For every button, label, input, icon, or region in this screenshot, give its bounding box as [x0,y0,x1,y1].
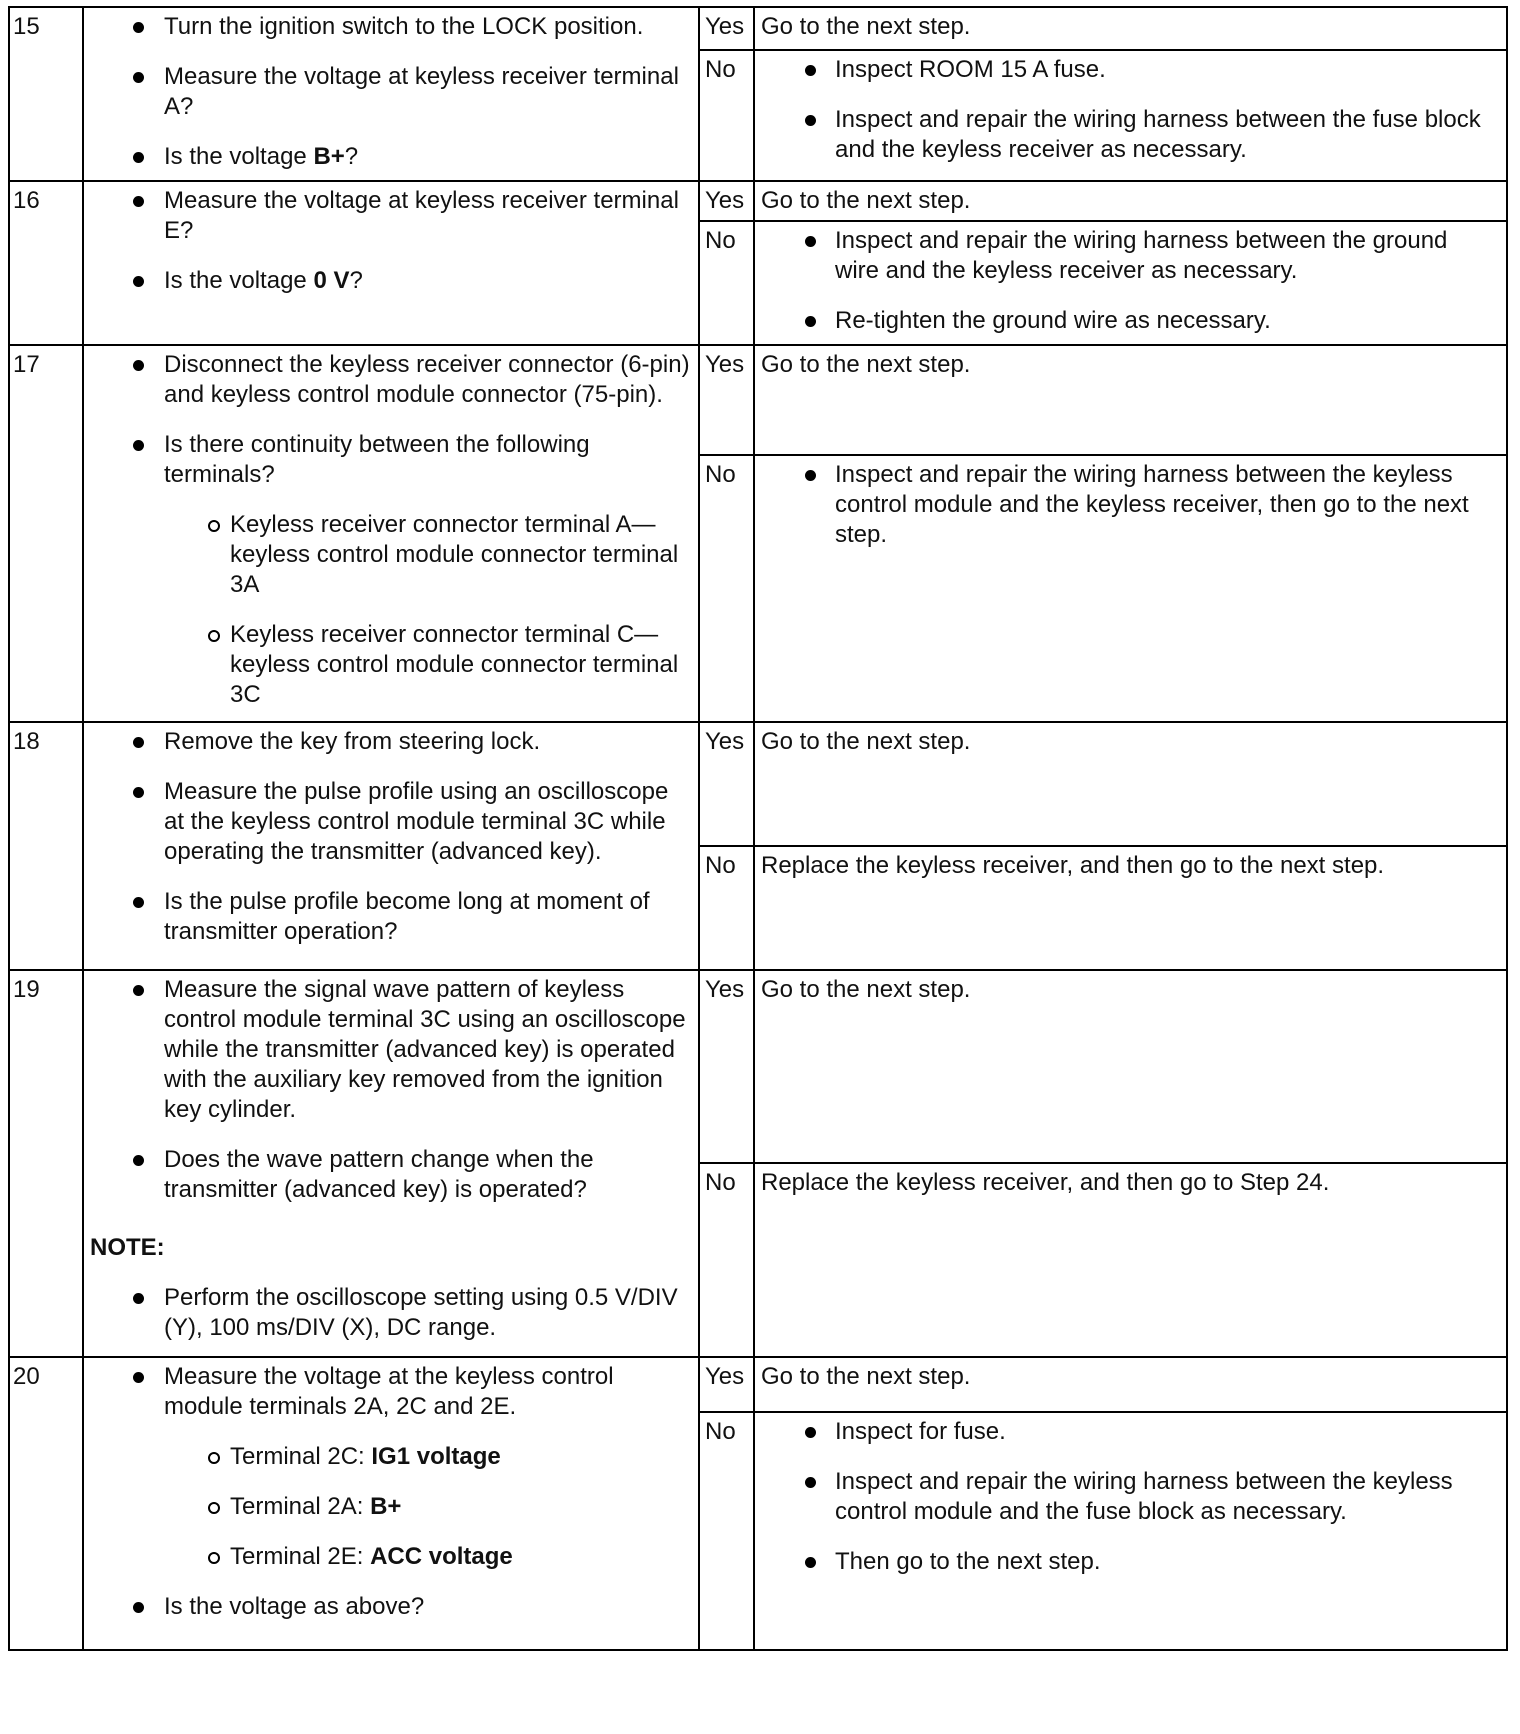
terminal-pair-item: Keyless receiver connector terminal A—keyless control module connector terminal 3A [164,510,690,600]
step-number: 15 [9,7,83,181]
question-value: B+ [313,143,345,170]
terminal-pair-item: Keyless receiver connector terminal C—keyless control module connector terminal 3C [164,620,690,710]
no-result-list [755,456,1506,558]
result-item: Inspect for fuse. [755,1417,1498,1447]
terminal-item [164,1542,690,1572]
action-text: Measure the voltage at the keyless control module terminals 2A, 2C and 2E. [164,1363,614,1420]
terminal-pair-list [164,510,690,710]
diagnostic-procedure-sheet [8,6,1508,1651]
no-result [754,221,1507,345]
result-item: Inspect ROOM 15 A fuse. [755,55,1498,85]
action-item: Is the voltage as above? [84,1592,690,1622]
no-result: Replace the keyless receiver, and then go to Step 24. [754,1163,1507,1357]
step-number: 19 [9,970,83,1357]
step-19-yes-row [9,970,1507,1163]
action-list [84,346,698,718]
no-result [754,1412,1507,1650]
step-17-yes-row [9,345,1507,455]
no-label: No [699,50,754,181]
no-result: Replace the keyless receiver, and then go to the next step. [754,846,1507,970]
result-item: Re-tighten the ground wire as necessary. [755,306,1498,336]
step-actions [83,181,699,345]
step-20-yes-row [9,1357,1507,1412]
terminal-item [164,1492,690,1522]
step-actions [83,970,699,1357]
no-label: No [699,221,754,345]
terminal-value: IG1 voltage [371,1443,501,1470]
action-item: Does the wave pattern change when the transmitter (advanced key) is operated? [84,1145,690,1205]
question-suffix: ? [349,267,363,294]
terminal-list [164,1442,690,1572]
no-label: No [699,846,754,970]
no-result-list [755,1413,1506,1585]
result-item: Inspect and repair the wiring harness between the keyless control module and the fuse block as necessary. [755,1467,1498,1527]
terminal-label: Terminal 2A: [230,1493,371,1520]
result-item: Inspect and repair the wiring harness between the fuse block and the keyless receiver as necessary. [755,105,1498,165]
result-item: Inspect and repair the wiring harness between the keyless control module and the keyless receiver, then go to the next step. [755,460,1498,550]
result-item: Then go to the next step. [755,1547,1498,1577]
step-actions [83,1357,699,1650]
step-number: 20 [9,1357,83,1650]
step-15-yes-row [9,7,1507,50]
action-item: Measure the voltage at keyless receiver terminal E? [84,186,690,246]
no-label: No [699,455,754,722]
question-suffix: ? [344,143,359,170]
step-number: 17 [9,345,83,722]
step-number: 18 [9,722,83,970]
yes-result: Go to the next step. [754,1357,1507,1412]
step-actions [83,345,699,722]
terminal-label: Terminal 2E: [230,1543,371,1570]
no-result [754,455,1507,722]
yes-result: Go to the next step. [754,181,1507,221]
no-result-list [755,222,1506,344]
yes-label: Yes [699,1357,754,1412]
action-text: Is there continuity between the following terminals? [164,431,590,488]
yes-result: Go to the next step. [754,7,1507,50]
note-item: Perform the oscilloscope setting using 0.5 V/DIV (Y), 100 ms/DIV (X), DC range. [84,1283,690,1343]
note-list [84,1283,698,1351]
question-text: Is the voltage [164,267,314,294]
step-18-yes-row [9,722,1507,846]
terminal-item [164,1442,690,1472]
terminal-value: B+ [370,1493,402,1520]
action-item [84,266,690,296]
terminal-label: Terminal 2C: [230,1443,372,1470]
diagnostic-table [8,6,1508,1651]
yes-label: Yes [699,345,754,455]
yes-label: Yes [699,970,754,1163]
yes-label: Yes [699,722,754,846]
note-label: NOTE: [90,1234,165,1261]
action-item: Measure the voltage at keyless receiver terminal A? [84,62,690,122]
no-label: No [699,1163,754,1357]
action-list [84,971,698,1213]
step-number: 16 [9,181,83,345]
step-actions [83,7,699,181]
yes-result: Go to the next step. [754,722,1507,846]
question-value: 0 V [313,267,350,294]
step-16-yes-row [9,181,1507,221]
action-item: Turn the ignition switch to the LOCK position. [84,12,690,42]
action-item: Measure the pulse profile using an oscilloscope at the keyless control module terminal 3C while operating the transmitter (advanced key). [84,777,690,867]
terminal-value: ACC voltage [370,1543,513,1570]
action-item [84,142,690,172]
yes-label: Yes [699,181,754,221]
yes-label: Yes [699,7,754,50]
yes-result: Go to the next step. [754,970,1507,1163]
action-item: Disconnect the keyless receiver connector (6-pin) and keyless control module connector (75-pin). [84,350,690,410]
no-result [754,50,1507,181]
action-list [84,182,698,304]
action-list [84,1358,698,1630]
no-result-list [755,51,1506,173]
yes-result: Go to the next step. [754,345,1507,455]
action-item: Remove the key from steering lock. [84,727,690,757]
action-item [84,1362,690,1572]
action-list [84,8,698,180]
action-item [84,430,690,710]
result-item: Inspect and repair the wiring harness between the ground wire and the keyless receiver as necessary. [755,226,1498,286]
no-label: No [699,1412,754,1650]
question-text: Is the voltage [164,143,314,170]
action-item: Is the pulse profile become long at moment of transmitter operation? [84,887,690,947]
action-list [84,723,698,955]
step-actions [83,722,699,970]
action-item: Measure the signal wave pattern of keyless control module terminal 3C using an oscilloscope while the transmitter (advanced key) is operated with the auxiliary key removed from the ignition key cylinder. [84,975,690,1125]
